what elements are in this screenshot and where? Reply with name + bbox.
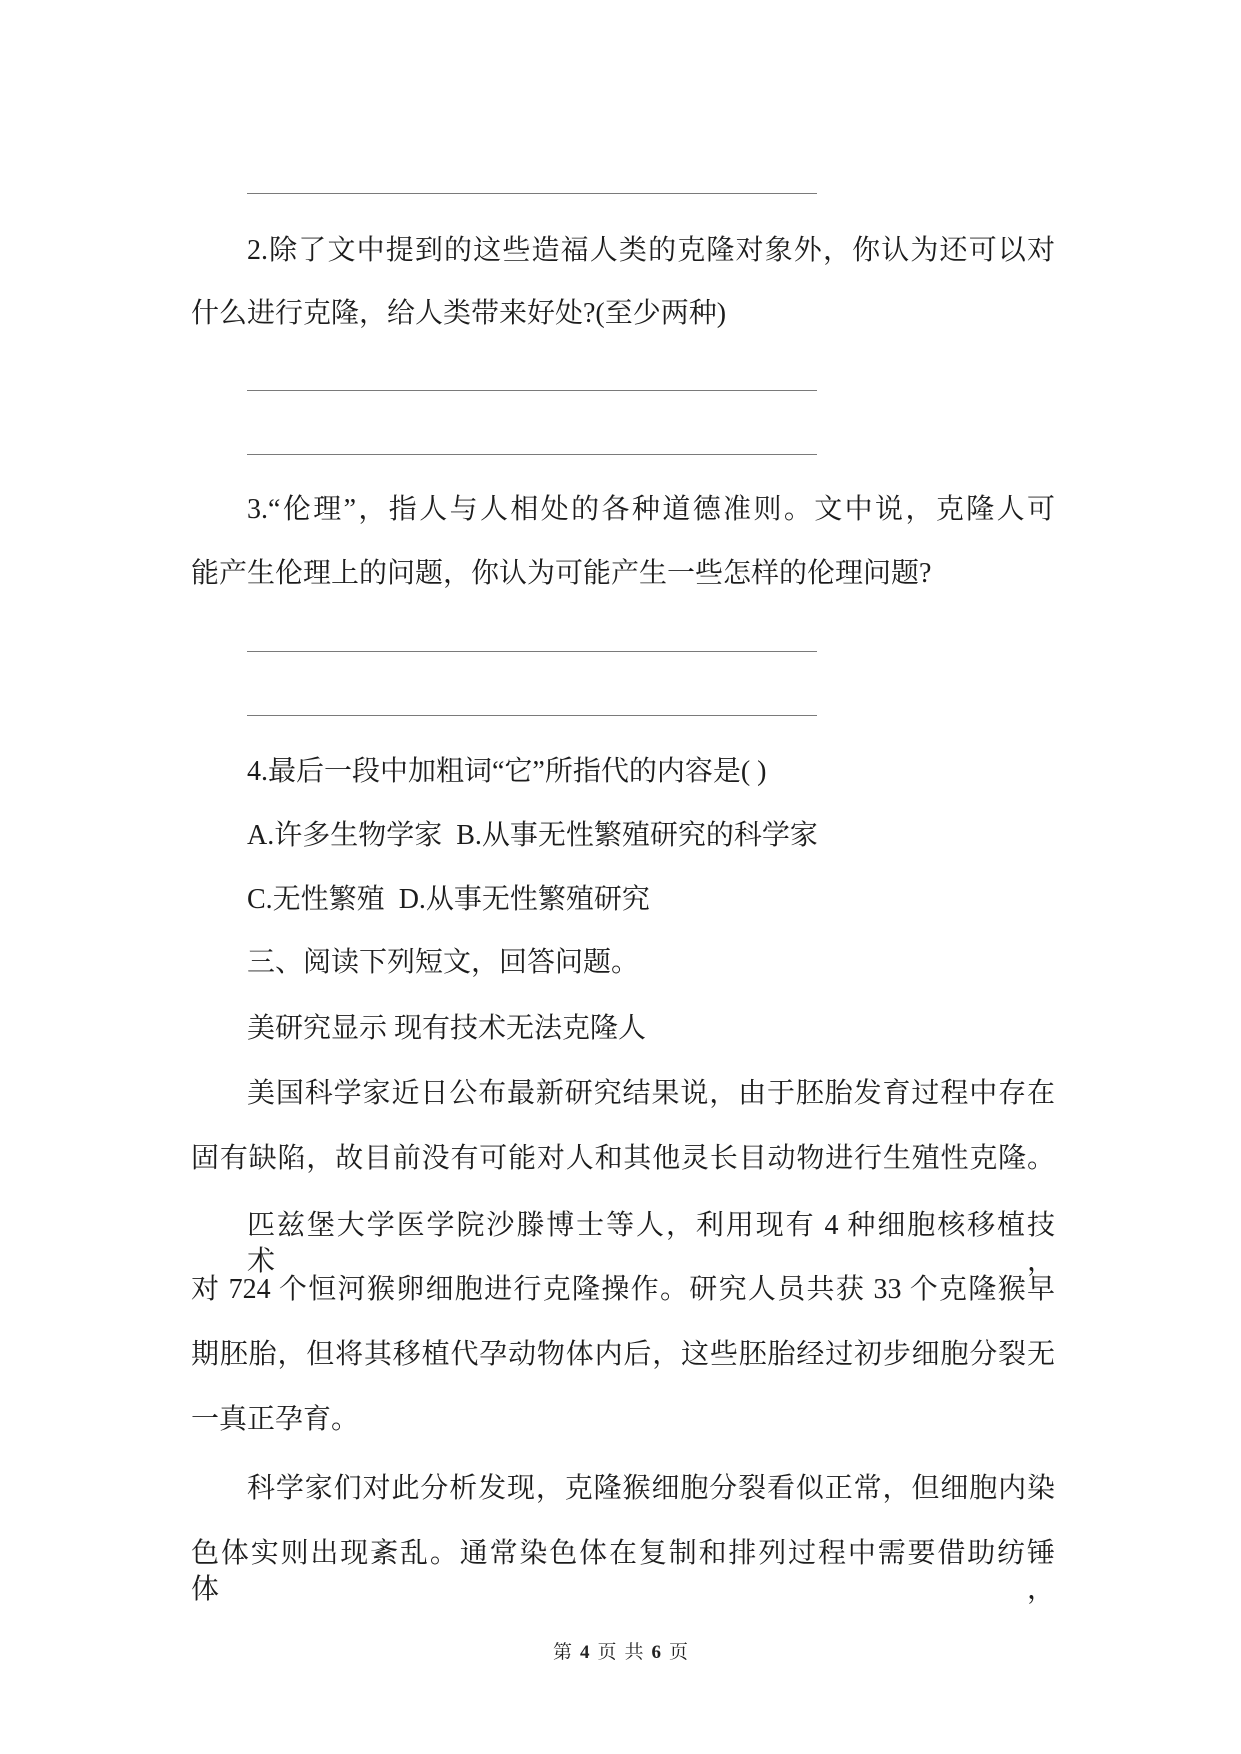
question-4-options-row-2	[247, 882, 1055, 918]
question-4-options-row-1	[247, 818, 1055, 854]
footer-prefix: 第	[552, 1642, 572, 1663]
page-footer	[0, 1640, 1241, 1666]
paragraph-2-line-3: 期胚胎，但将其移植代孕动物体内后，这些胚胎经过初步细胞分裂无	[191, 1339, 1055, 1370]
option-d: D.从事无性繁殖研究	[398, 884, 650, 915]
total-pages-number: 6	[651, 1642, 662, 1663]
question-3-line-1: 3.“伦理”，指人与人相处的各种道德准则。文中说，克隆人可	[247, 494, 1055, 525]
paragraph-3-line-1: 科学家们对此分析发现，克隆猴细胞分裂看似正常，但细胞内染	[247, 1473, 1055, 1504]
question-2-line-1: 2.除了文中提到的这些造福人类的克隆对象外，你认为还可以对	[247, 235, 1055, 266]
paragraph-1-line-2: 固有缺陷，故目前没有可能对人和其他灵长目动物进行生殖性克隆。	[191, 1143, 1055, 1174]
article-title: 美研究显示 现有技术无法克隆人	[247, 1013, 647, 1044]
question-3-line-2: 能产生伦理上的问题，你认为可能产生一些怎样的伦理问题?	[191, 558, 932, 589]
footer-pages-word: 页	[669, 1642, 689, 1663]
answer-blank-line	[247, 651, 817, 652]
section-heading: 三、阅读下列短文，回答问题。	[247, 947, 640, 978]
answer-blank-line	[247, 454, 817, 455]
paragraph-3-line-2: 色体实则出现紊乱。通常染色体在复制和排列过程中需要借助纺锤体，	[191, 1538, 1055, 1605]
answer-blank-line	[247, 193, 817, 194]
option-c: C.无性繁殖	[247, 884, 385, 915]
paragraph-1-line-1: 美国科学家近日公布最新研究结果说，由于胚胎发育过程中存在	[247, 1078, 1055, 1109]
footer-page-word: 页	[597, 1642, 617, 1663]
option-a: A.许多生物学家	[247, 820, 443, 851]
option-b: B.从事无性繁殖研究的科学家	[456, 820, 818, 851]
question-2-line-2: 什么进行克隆，给人类带来好处?(至少两种)	[191, 298, 727, 329]
current-page-number: 4	[579, 1642, 590, 1663]
paragraph-2-line-4: 一真正孕育。	[191, 1404, 360, 1435]
footer-total-word: 共	[624, 1642, 644, 1663]
question-4-stem: 4.最后一段中加粗词“它”所指代的内容是( )	[247, 756, 767, 787]
answer-blank-line	[247, 390, 817, 391]
answer-blank-line	[247, 715, 817, 716]
paragraph-2-line-2: 对 724 个恒河猴卵细胞进行克隆操作。研究人员共获 33 个克隆猴早	[191, 1274, 1055, 1305]
paragraph-2-line-1: 匹兹堡大学医学院沙滕博士等人，利用现有 4 种细胞核移植技术，	[247, 1210, 1055, 1277]
